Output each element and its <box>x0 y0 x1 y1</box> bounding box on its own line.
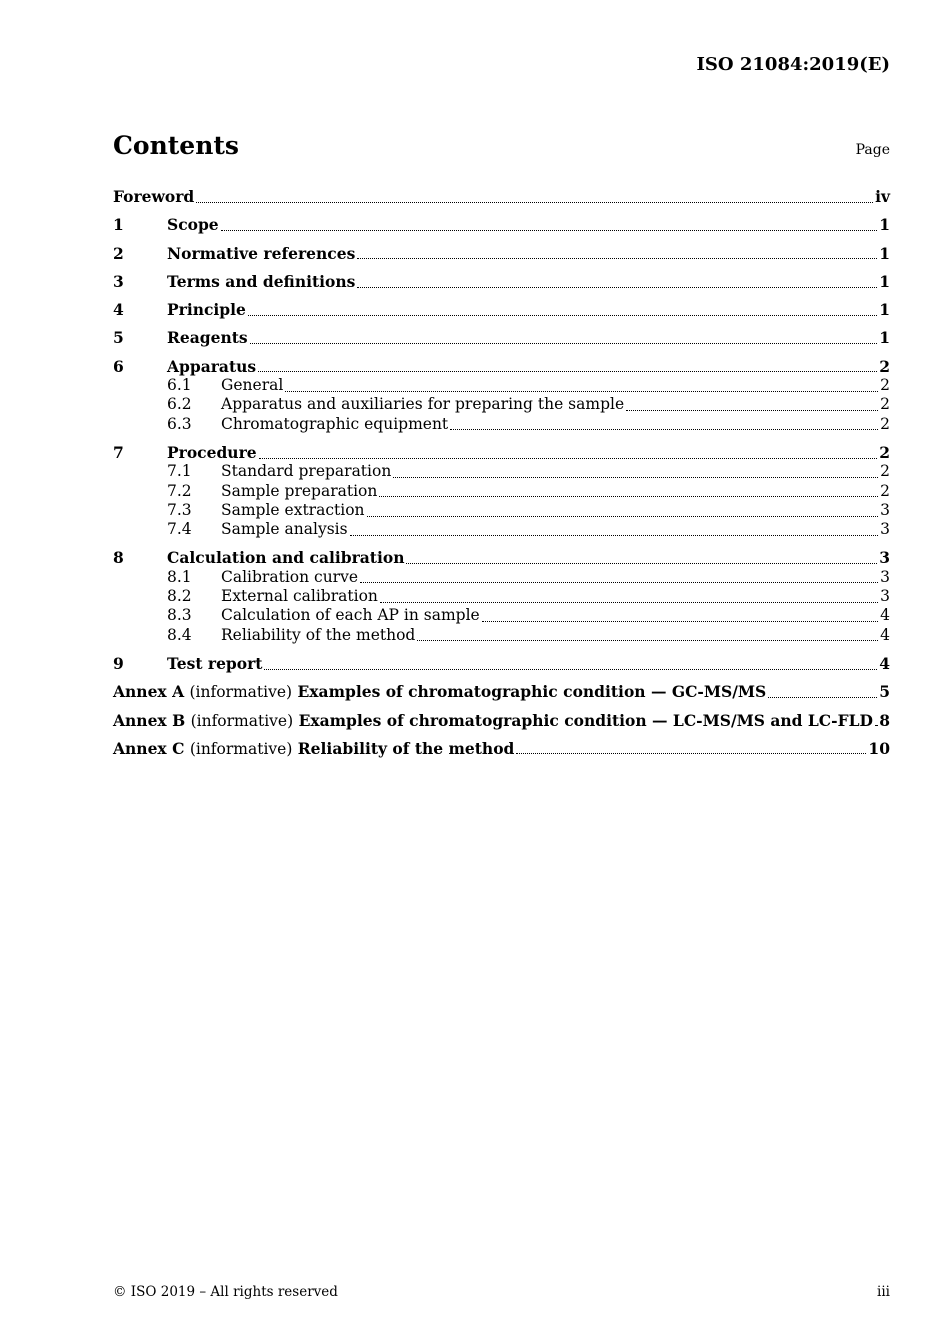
dot-leader <box>248 314 877 316</box>
annex-label: Annex B <box>113 710 186 730</box>
toc-entry-scope[interactable] <box>113 215 890 234</box>
dot-leader <box>768 696 877 698</box>
toc-entry-title: Calibration curve <box>221 567 359 586</box>
toc-entry-title: Chromatographic equipment <box>221 414 449 433</box>
dot-leader <box>357 286 877 288</box>
toc-entry-number: 3 <box>113 271 124 291</box>
toc-entry-page: 2 <box>880 395 890 414</box>
toc-entry-number: 8.4 <box>167 625 192 644</box>
dot-leader <box>393 476 878 478</box>
toc-entry-page: 4 <box>879 653 890 673</box>
toc-entry-number: 7.2 <box>167 481 192 500</box>
toc-subentry-general[interactable] <box>113 376 890 395</box>
dot-leader <box>360 581 878 583</box>
toc-entry-page: 3 <box>880 500 890 519</box>
contents-heading: Contents <box>113 131 240 160</box>
toc-entry-apparatus[interactable] <box>113 357 890 376</box>
toc-entry-number: 7.4 <box>167 520 192 539</box>
dot-leader <box>196 201 873 203</box>
dot-leader <box>259 457 878 459</box>
toc-entry-page: 2 <box>880 414 890 433</box>
dot-leader <box>221 229 878 231</box>
toc-entry-title: Standard preparation <box>221 462 392 481</box>
dot-leader <box>379 495 878 497</box>
toc-entry-page: 3 <box>880 567 890 586</box>
toc-entry-title: Reagents <box>167 328 248 348</box>
toc-entry-number: 5 <box>113 328 124 348</box>
toc-entry-title: Terms and definitions <box>167 271 356 291</box>
dot-leader <box>285 390 878 392</box>
toc-entry-page: 2 <box>880 376 890 395</box>
annex-label: Annex C <box>113 738 185 758</box>
toc-entry-page: 2 <box>879 356 890 376</box>
annex-heading: Reliability of the method <box>297 738 515 758</box>
toc-entry-number: 4 <box>113 300 124 320</box>
toc-entry-number: 7 <box>113 442 124 462</box>
annex-type: (informative) <box>189 683 293 702</box>
toc-subentry-reliability[interactable] <box>113 626 890 645</box>
toc-entry-number: 8.2 <box>167 587 192 606</box>
toc-entry-number: 9 <box>113 653 124 673</box>
toc-entry-annex-a[interactable] <box>113 682 890 701</box>
toc-entry-page: 10 <box>868 738 890 758</box>
dot-leader <box>357 257 877 259</box>
dot-leader <box>626 409 878 411</box>
toc-subentry-sample-extraction[interactable] <box>113 501 890 520</box>
toc-entry-number: 7.1 <box>167 462 192 481</box>
toc-entry-page: 1 <box>879 243 890 263</box>
toc-entry-number: 6.1 <box>167 376 192 395</box>
dot-leader <box>406 562 877 564</box>
toc-entry-page: 2 <box>880 481 890 500</box>
toc-entry-title: Calculation of each AP in sample <box>221 606 480 625</box>
toc-entry-number: 8.1 <box>167 567 192 586</box>
toc-entry-page: 1 <box>879 271 890 291</box>
standard-identifier: ISO 21084:2019(E) <box>696 54 890 75</box>
toc-entry-title: Sample analysis <box>221 520 348 539</box>
page-number: iii <box>877 1284 890 1300</box>
toc-entry-title: Foreword <box>113 187 195 206</box>
toc-entry-terms-and-definitions[interactable] <box>113 272 890 291</box>
table-of-contents <box>113 184 890 758</box>
toc-entry-title: Sample preparation <box>221 481 378 500</box>
toc-entry-title: Normative references <box>167 243 356 263</box>
toc-entry-number: 7.3 <box>167 500 192 519</box>
toc-subentry-sample-analysis[interactable] <box>113 520 890 539</box>
annex-type: (informative) <box>190 711 294 730</box>
dot-leader <box>367 515 879 517</box>
toc-entry-foreword[interactable] <box>113 187 890 206</box>
toc-entry-number: 8 <box>113 548 124 568</box>
toc-entry-page: 2 <box>880 462 890 481</box>
toc-entry-page: 3 <box>879 548 890 568</box>
toc-subentry-calculation-each-ap[interactable] <box>113 606 890 625</box>
toc-entry-title: Procedure <box>167 442 257 462</box>
toc-entry-page: 4 <box>880 606 890 625</box>
dot-leader <box>450 428 878 430</box>
toc-entry-page: 8 <box>879 710 890 730</box>
toc-entry-title: Apparatus and auxiliaries for preparing the sample <box>221 395 625 414</box>
toc-entry-annex-b[interactable] <box>113 711 890 730</box>
toc-entry-title: General <box>221 376 284 395</box>
toc-entry-title: Apparatus <box>167 356 257 376</box>
dot-leader <box>264 668 877 670</box>
toc-entry-page: 3 <box>880 520 890 539</box>
toc-entry-calculation-and-calibration[interactable] <box>113 548 890 567</box>
toc-entry-procedure[interactable] <box>113 443 890 462</box>
toc-entry-principle[interactable] <box>113 300 890 319</box>
toc-entry-page: 3 <box>880 587 890 606</box>
toc-annex-title <box>113 739 514 759</box>
dot-leader <box>516 752 866 754</box>
toc-entry-page: 2 <box>879 442 890 462</box>
toc-annex-title <box>113 711 873 731</box>
toc-subentry-calibration-curve[interactable] <box>113 568 890 587</box>
page-column-label: Page <box>855 142 890 158</box>
dot-leader <box>250 342 878 344</box>
toc-entry-annex-c[interactable] <box>113 739 890 758</box>
toc-entry-title: Reliability of the method <box>221 625 416 644</box>
dot-leader <box>875 724 877 726</box>
toc-subentry-apparatus-auxiliaries[interactable] <box>113 395 890 414</box>
toc-entry-page: 1 <box>879 328 890 348</box>
toc-entry-number: 2 <box>113 243 124 263</box>
toc-entry-number: 8.3 <box>167 606 192 625</box>
toc-entry-number: 1 <box>113 215 124 235</box>
toc-entry-page: 1 <box>879 300 890 320</box>
dot-leader <box>350 534 879 536</box>
toc-entry-title: Sample extraction <box>221 500 365 519</box>
toc-annex-title <box>113 682 766 702</box>
toc-entry-title: External calibration <box>221 587 378 606</box>
annex-type: (informative) <box>189 739 293 758</box>
toc-entry-title: Scope <box>167 215 219 235</box>
toc-entry-page: iv <box>875 187 890 206</box>
toc-entry-title: Test report <box>167 653 263 673</box>
toc-entry-page: 1 <box>879 215 890 235</box>
toc-subentry-external-calibration[interactable] <box>113 587 890 606</box>
dot-leader <box>380 601 878 603</box>
toc-entry-reagents[interactable] <box>113 328 890 347</box>
dot-leader <box>258 370 877 372</box>
toc-entry-title: Principle <box>167 300 246 320</box>
toc-entry-test-report[interactable] <box>113 654 890 673</box>
dot-leader <box>482 620 878 622</box>
annex-label: Annex A <box>113 682 185 702</box>
toc-entry-title: Calculation and calibration <box>167 548 405 568</box>
annex-heading: Examples of chromatographic condition — LC-MS/MS and LC-FLD <box>298 710 873 730</box>
toc-subentry-chromatographic-equipment[interactable] <box>113 415 890 434</box>
copyright-notice: © ISO 2019 – All rights reserved <box>113 1284 338 1300</box>
toc-subentry-standard-preparation[interactable] <box>113 462 890 481</box>
toc-entry-normative-references[interactable] <box>113 244 890 263</box>
annex-heading: Examples of chromatographic condition — GC-MS/MS <box>297 682 767 702</box>
toc-entry-page: 5 <box>879 682 890 702</box>
toc-entry-number: 6.3 <box>167 414 192 433</box>
dot-leader <box>417 639 878 641</box>
toc-subentry-sample-preparation[interactable] <box>113 482 890 501</box>
toc-entry-page: 4 <box>880 625 890 644</box>
toc-entry-number: 6.2 <box>167 395 192 414</box>
toc-entry-number: 6 <box>113 356 124 376</box>
